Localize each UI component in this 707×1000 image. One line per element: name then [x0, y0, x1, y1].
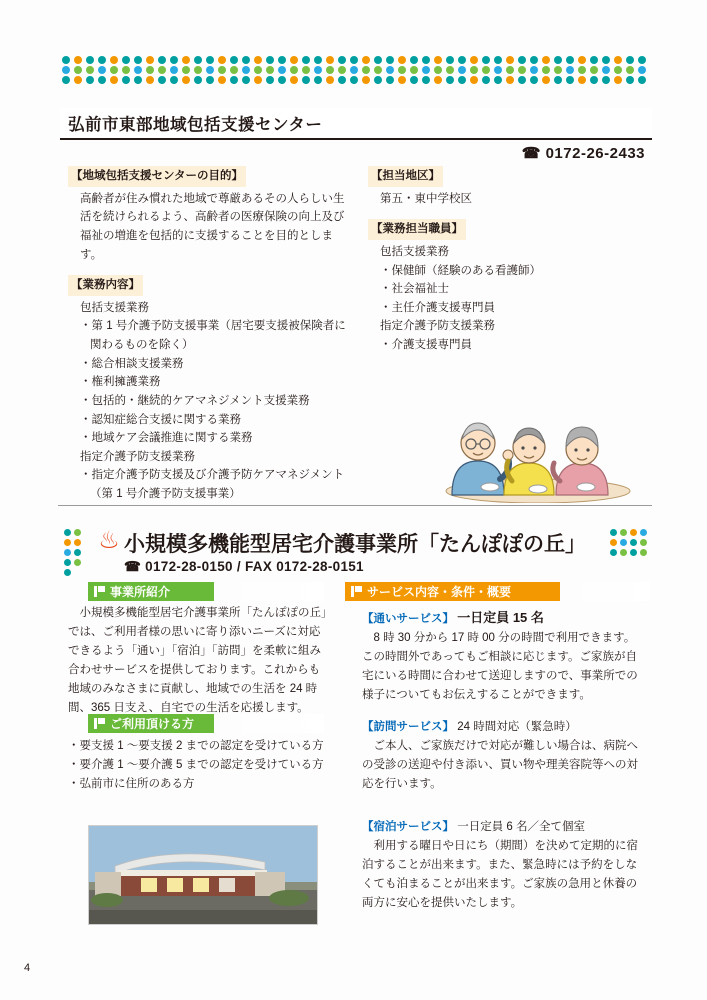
eligible-bar	[88, 714, 214, 733]
decor-dot	[482, 66, 490, 74]
decor-dot	[362, 66, 370, 74]
decor-dot	[170, 76, 178, 84]
decor-dot	[182, 66, 190, 74]
decor-dot	[386, 66, 394, 74]
staff-label: 【業務担当職員】	[368, 219, 466, 240]
decor-dot	[218, 66, 226, 74]
decor-dot	[350, 66, 358, 74]
flag-icon	[351, 586, 362, 597]
decor-dot	[62, 66, 70, 74]
decor-dot	[230, 66, 238, 74]
decor-dot	[638, 76, 646, 84]
center-telephone: ☎ 0172-26-2433	[521, 145, 645, 162]
intro-bar-label: 事業所紹介	[110, 585, 171, 599]
elderly-people-illustration	[420, 395, 645, 503]
decor-dot	[554, 76, 562, 84]
service-2	[362, 718, 640, 794]
decor-dot	[640, 539, 647, 546]
decor-dot	[74, 56, 82, 64]
decor-dot	[64, 529, 71, 536]
service-2-text: ご本人、ご家族だけで対応が難しい場合は、病院への受診の送迎や付き添い、買い物や理美容院等への対応を行います。	[362, 740, 638, 791]
decor-dot	[74, 549, 81, 556]
decor-dot	[98, 56, 106, 64]
decor-dot	[614, 66, 622, 74]
decor-dot	[86, 76, 94, 84]
decor-dot	[470, 56, 478, 64]
decor-dot	[182, 76, 190, 84]
decor-dot	[530, 56, 538, 64]
decor-dot	[338, 76, 346, 84]
decor-dot	[518, 66, 526, 74]
decor-dot	[278, 66, 286, 74]
decor-dot	[206, 66, 214, 74]
work-item: ・認知症総合支援に関する業務	[80, 413, 241, 426]
decor-dot	[64, 549, 71, 556]
decor-dot	[518, 56, 526, 64]
top-right-column	[368, 166, 648, 366]
decor-dot	[434, 76, 442, 84]
eligible-list	[68, 737, 338, 794]
decor-dot	[620, 549, 627, 556]
facility-building-photo	[88, 825, 318, 925]
work-label: 【業務内容】	[68, 275, 143, 296]
service-3-label: 【宿泊サービス】	[362, 821, 454, 833]
decor-dot	[422, 66, 430, 74]
decor-dot	[482, 76, 490, 84]
decor-dot	[630, 549, 637, 556]
decor-dot	[422, 56, 430, 64]
decor-dot	[614, 56, 622, 64]
decor-dot	[494, 66, 502, 74]
decor-dot	[134, 56, 142, 64]
decor-dot	[110, 56, 118, 64]
service-1	[362, 607, 640, 705]
decor-dot	[314, 56, 322, 64]
service-bar-label: サービス内容・条件・概要	[367, 585, 512, 599]
decor-dot	[158, 56, 166, 64]
decor-dot	[254, 76, 262, 84]
decor-dot	[434, 56, 442, 64]
center-name: 弘前市東部地域包括支援センター	[68, 116, 323, 134]
decor-dot	[278, 56, 286, 64]
decor-dot	[146, 66, 154, 74]
decor-dot	[386, 56, 394, 64]
decor-dot	[630, 539, 637, 546]
decor-dot	[74, 559, 81, 566]
decor-dot	[554, 56, 562, 64]
decor-dot	[98, 66, 106, 74]
work-item: ・地域ケア会議推進に関する業務	[80, 432, 253, 445]
decor-dot	[374, 56, 382, 64]
facility-dots-right	[608, 527, 652, 555]
decor-dot	[146, 76, 154, 84]
decor-dot	[338, 56, 346, 64]
staff-item: ・主任介護支援専門員	[380, 301, 495, 314]
decor-dot	[86, 66, 94, 74]
service-bar-fade	[560, 582, 650, 601]
decor-dot	[386, 76, 394, 84]
decor-dot	[158, 66, 166, 74]
decor-dot	[266, 56, 274, 64]
decor-dot	[74, 539, 81, 546]
decor-dot	[626, 66, 634, 74]
service-1-label: 【通いサービス】	[362, 613, 454, 625]
decor-dot	[362, 76, 370, 84]
flag-icon	[94, 586, 105, 597]
decor-dot	[206, 56, 214, 64]
decor-dot	[326, 66, 334, 74]
decor-dot	[122, 66, 130, 74]
decor-dot	[482, 56, 490, 64]
decor-dot	[410, 56, 418, 64]
decor-dot	[610, 529, 617, 536]
decor-dot	[578, 66, 586, 74]
decor-dot	[350, 56, 358, 64]
facility-telephone: ☎ 0172-28-0150 / FAX 0172-28-0151	[124, 559, 364, 574]
decor-dot	[590, 66, 598, 74]
decor-dot	[290, 66, 298, 74]
flag-icon	[94, 718, 105, 729]
decor-dot	[458, 56, 466, 64]
work-heading-2: 指定介護予防支援業務	[80, 450, 195, 463]
decor-dot	[290, 56, 298, 64]
decor-dot	[518, 76, 526, 84]
decor-dot	[218, 56, 226, 64]
work-heading: 包括支援業務	[80, 301, 149, 314]
decor-dot	[410, 76, 418, 84]
decor-dot	[422, 76, 430, 84]
decor-dot	[638, 56, 646, 64]
decor-dot	[578, 76, 586, 84]
decor-dot	[610, 549, 617, 556]
decor-dot	[470, 76, 478, 84]
decor-dot	[566, 66, 574, 74]
decor-dot	[458, 76, 466, 84]
decor-dot	[446, 66, 454, 74]
decor-dot	[470, 66, 478, 74]
decor-dot	[242, 66, 250, 74]
purpose-label: 【地域包括支援センターの目的】	[68, 166, 246, 187]
decor-dot	[566, 76, 574, 84]
decor-dot	[314, 66, 322, 74]
decor-dot	[374, 66, 382, 74]
decor-dot	[230, 56, 238, 64]
decor-dot	[254, 66, 262, 74]
service-3-text: 利用する曜日や日にち（期間）を決めて定期的に宿泊することが出来ます。また、緊急時には予約をしなくても泊まることが出来ます。ご家族の急用と休養の両方に安心を提供いたします。	[362, 840, 638, 910]
section-divider	[58, 505, 652, 506]
intro-bar	[88, 582, 214, 601]
decor-dot	[458, 66, 466, 74]
staff-item: ・保健師（経験のある看護師）	[380, 264, 541, 277]
decor-dot	[640, 549, 647, 556]
decor-dot	[122, 76, 130, 84]
decor-dot	[566, 56, 574, 64]
decor-dot	[590, 56, 598, 64]
area-text: 第五・東中学校区	[380, 192, 472, 205]
decor-dot	[98, 76, 106, 84]
decor-dot	[610, 539, 617, 546]
decor-dot	[542, 76, 550, 84]
decor-dot	[640, 529, 647, 536]
work-item-2: ・指定介護予防支援及び介護予防ケアマネジメント（第 1 号介護予防支援事業）	[80, 469, 345, 500]
decorative-dot-band	[60, 55, 652, 85]
decor-dot	[64, 539, 71, 546]
work-block	[68, 275, 348, 504]
decor-dot	[350, 76, 358, 84]
decor-dot	[494, 56, 502, 64]
service-3-heading	[362, 818, 640, 837]
decor-dot	[530, 76, 538, 84]
purpose-text: 高齢者が住み慣れた地域で尊厳あるその人らしい生活を続けられるよう、高齢者の医療保険の向上及び福祉の増進を包括的に支援することを目的とします。	[80, 192, 345, 261]
decor-dot	[446, 76, 454, 84]
decor-dot	[542, 66, 550, 74]
decor-dot	[494, 76, 502, 84]
decor-dot	[74, 529, 81, 536]
decor-dot	[146, 56, 154, 64]
decor-dot	[506, 66, 514, 74]
decor-dot	[630, 529, 637, 536]
decor-dot	[614, 76, 622, 84]
decor-dot	[242, 56, 250, 64]
service-1-heading	[362, 607, 640, 629]
decor-dot	[602, 76, 610, 84]
decor-dot	[182, 56, 190, 64]
facility-title: 小規模多機能型居宅介護事業所「たんぽぽの丘」	[124, 533, 586, 556]
decor-dot	[74, 76, 82, 84]
decor-dot	[314, 76, 322, 84]
decor-dot	[62, 76, 70, 84]
decor-dot	[338, 66, 346, 74]
decor-dot	[266, 76, 274, 84]
decor-dot	[194, 66, 202, 74]
area-label: 【担当地区】	[368, 166, 443, 187]
decor-dot	[254, 56, 262, 64]
eligible-item: ・弘前市に住所のある方	[68, 778, 195, 791]
service-1-condition: 一日定員 15 名	[457, 610, 544, 625]
decor-dot	[266, 66, 274, 74]
decor-dot	[530, 66, 538, 74]
decor-dot	[626, 56, 634, 64]
decor-dot	[326, 56, 334, 64]
service-bar	[345, 582, 560, 601]
service-3	[362, 818, 640, 913]
decor-dot	[122, 56, 130, 64]
decor-dot	[62, 56, 70, 64]
facility-dots-left	[62, 527, 90, 555]
work-item: ・包括的・継続的ケアマネジメント支援業務	[80, 394, 310, 407]
decor-dot	[374, 76, 382, 84]
intro-text: 小規模多機能型居宅介護事業所「たんぽぽの丘」では、ご利用者様の思いに寄り添いニーズに対応できるよう「通い」「宿泊」「訪問」を柔軟に組み合わせサービスを提供しております。これからも地域のみなさまに貢献し、地域での生活を 24 時間、365 日支え、自宅での生活を応援します。	[68, 607, 327, 715]
decor-dot	[602, 56, 610, 64]
service-1-text: 8 時 30 分から 17 時 00 分の時間で利用できます。この時間外であってもご相談に応じます。ご家族が自宅にいる時間に合わせて送迎しますので、事業所での様子についてもお伝えすることができます。	[362, 632, 638, 702]
top-left-column	[68, 166, 348, 515]
area-block	[368, 166, 648, 208]
decor-dot	[626, 76, 634, 84]
decor-dot	[446, 56, 454, 64]
purpose-block	[68, 166, 348, 264]
decor-dot	[638, 66, 646, 74]
decor-dot	[398, 76, 406, 84]
decor-dot	[110, 76, 118, 84]
decor-dot	[290, 76, 298, 84]
decor-dot	[302, 56, 310, 64]
work-item: ・権利擁護業務	[80, 376, 161, 389]
work-item: ・第 1 号介護予防支援事業（居宅要支援被保険者に関わるものを除く）	[80, 320, 346, 351]
eligible-item: ・要介護 1 ～要介護 5 までの認定を受けている方	[68, 759, 324, 772]
decor-dot	[620, 529, 627, 536]
intro-bar-fade	[214, 582, 324, 601]
hot-spring-icon: ♨	[98, 527, 120, 554]
decor-dot	[398, 66, 406, 74]
decor-dot	[64, 569, 71, 576]
decor-dot	[206, 76, 214, 84]
decor-dot	[218, 76, 226, 84]
decor-dot	[554, 66, 562, 74]
decor-dot	[242, 76, 250, 84]
decor-dot	[302, 76, 310, 84]
service-2-condition: 24 時間対応（緊急時）	[457, 721, 577, 733]
staff-heading: 包括支援業務	[380, 245, 449, 258]
decor-dot	[506, 76, 514, 84]
decor-dot	[506, 56, 514, 64]
eligible-bar-fade	[214, 714, 324, 733]
decor-dot	[170, 56, 178, 64]
decor-dot	[194, 76, 202, 84]
staff-heading-2: 指定介護予防支援業務	[380, 320, 495, 333]
decor-dot	[86, 56, 94, 64]
staff-item-2: ・介護支援専門員	[380, 339, 472, 351]
decor-dot	[158, 76, 166, 84]
decor-dot	[110, 66, 118, 74]
decor-dot	[74, 66, 82, 74]
page-number: 4	[24, 962, 31, 974]
center-title-bar	[60, 108, 652, 140]
decor-dot	[134, 76, 142, 84]
decor-dot	[410, 66, 418, 74]
staff-item: ・社会福祉士	[380, 283, 449, 296]
decor-dot	[362, 56, 370, 64]
decor-dot	[620, 539, 627, 546]
service-2-heading	[362, 718, 640, 737]
work-item: ・総合相談支援業務	[80, 357, 184, 370]
decor-dot	[278, 76, 286, 84]
decor-dot	[230, 76, 238, 84]
staff-block	[368, 219, 648, 354]
decor-dot	[134, 66, 142, 74]
service-2-label: 【訪問サービス】	[362, 721, 454, 733]
decor-dot	[194, 56, 202, 64]
decor-dot	[578, 56, 586, 64]
decor-dot	[64, 559, 71, 566]
decor-dot	[326, 76, 334, 84]
decor-dot	[434, 66, 442, 74]
decor-dot	[602, 66, 610, 74]
decor-dot	[302, 66, 310, 74]
decor-dot	[170, 66, 178, 74]
eligible-bar-label: ご利用頂ける方	[110, 717, 195, 731]
decor-dot	[542, 56, 550, 64]
service-3-condition: 一日定員 6 名／全て個室	[457, 821, 585, 833]
eligible-item: ・要支援 1 ～要支援 2 までの認定を受けている方	[68, 740, 324, 752]
decor-dot	[398, 56, 406, 64]
decor-dot	[590, 76, 598, 84]
